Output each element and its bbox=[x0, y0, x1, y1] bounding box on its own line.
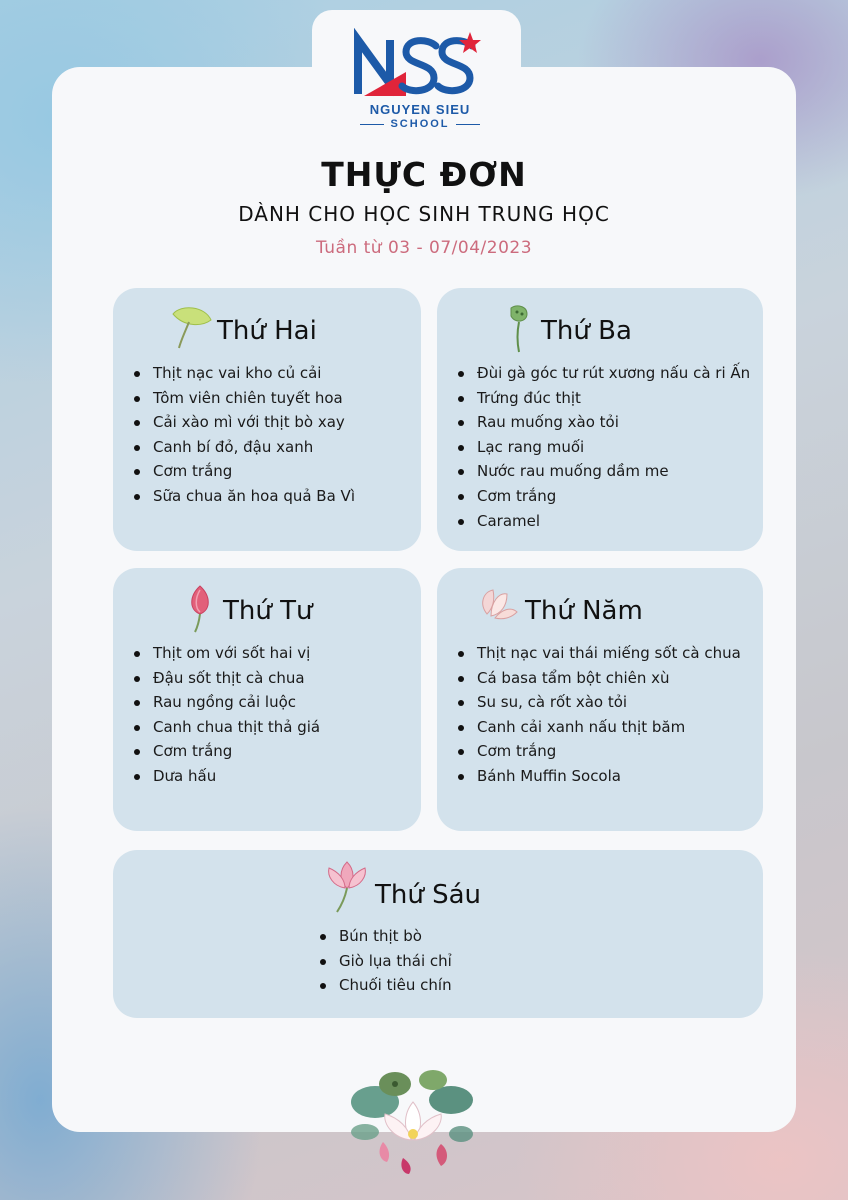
list-item: Thịt om với sốt hai vị bbox=[132, 641, 320, 666]
list-item: Giò lụa thái chỉ bbox=[318, 949, 452, 974]
list-item: Thịt nạc vai kho củ cải bbox=[132, 361, 355, 386]
list-item: Canh bí đỏ, đậu xanh bbox=[132, 435, 355, 460]
week-range: Tuần từ 03 - 07/04/2023 bbox=[315, 238, 533, 258]
list-item: Caramel bbox=[456, 509, 750, 534]
page-title: THỰC ĐƠN bbox=[321, 155, 527, 194]
list-item: Dưa hấu bbox=[132, 764, 320, 789]
day-title: Thứ Năm bbox=[525, 596, 643, 626]
list-item: Thịt nạc vai thái miếng sốt cà chua bbox=[456, 641, 741, 666]
day-card-friday bbox=[113, 850, 763, 1018]
list-item: Sữa chua ăn hoa quả Ba Vì bbox=[132, 484, 355, 509]
list-item: Cá basa tẩm bột chiên xù bbox=[456, 666, 741, 691]
list-item: Su su, cà rốt xào tỏi bbox=[456, 690, 741, 715]
list-item: Canh cải xanh nấu thịt băm bbox=[456, 715, 741, 740]
list-item: Tôm viên chiên tuyết hoa bbox=[132, 386, 355, 411]
pink-lotus-bloom-icon bbox=[323, 858, 371, 914]
day-card-thursday bbox=[437, 568, 763, 831]
day-card-monday bbox=[113, 288, 421, 551]
green-lotus-leaf-icon bbox=[167, 304, 215, 350]
list-item: Bánh Muffin Socola bbox=[456, 764, 741, 789]
school-name: NGUYEN SIEU bbox=[369, 102, 471, 117]
list-item: Cơm trắng bbox=[132, 739, 320, 764]
list-item: Lạc rang muối bbox=[456, 435, 750, 460]
list-item: Cải xào mì với thịt bò xay bbox=[132, 410, 355, 435]
list-item: Đậu sốt thịt cà chua bbox=[132, 666, 320, 691]
list-item: Cơm trắng bbox=[456, 739, 741, 764]
lotus-bouquet-icon bbox=[345, 1062, 480, 1177]
lotus-seed-pod-icon bbox=[505, 304, 535, 354]
list-item: Nước rau muống dầm me bbox=[456, 459, 750, 484]
list-item: Canh chua thịt thả giá bbox=[132, 715, 320, 740]
school-sub: SCHOOL bbox=[340, 118, 500, 130]
menu-list bbox=[318, 924, 452, 998]
list-item: Cơm trắng bbox=[132, 459, 355, 484]
list-item: Trứng đúc thịt bbox=[456, 386, 750, 411]
list-item: Chuối tiêu chín bbox=[318, 973, 452, 998]
list-item: Cơm trắng bbox=[456, 484, 750, 509]
day-card-tuesday bbox=[437, 288, 763, 551]
list-item: Đùi gà góc tư rút xương nấu cà ri Ấn bbox=[456, 361, 750, 386]
menu-list bbox=[132, 641, 320, 789]
list-item: Rau ngồng cải luộc bbox=[132, 690, 320, 715]
list-item: Rau muống xào tỏi bbox=[456, 410, 750, 435]
day-title: Thứ Ba bbox=[541, 316, 632, 346]
pink-lotus-bud-icon bbox=[183, 584, 217, 634]
menu-list bbox=[456, 361, 750, 533]
day-title: Thứ Sáu bbox=[375, 880, 482, 910]
menu-list bbox=[132, 361, 355, 509]
list-item: Bún thịt bò bbox=[318, 924, 452, 949]
menu-list bbox=[456, 641, 741, 789]
white-lotus-flower-icon bbox=[477, 584, 521, 624]
day-card-wednesday bbox=[113, 568, 421, 831]
day-title: Thứ Tư bbox=[223, 596, 313, 626]
page-subtitle: DÀNH CHO HỌC SINH TRUNG HỌC bbox=[238, 202, 610, 226]
day-title: Thứ Hai bbox=[217, 316, 317, 346]
